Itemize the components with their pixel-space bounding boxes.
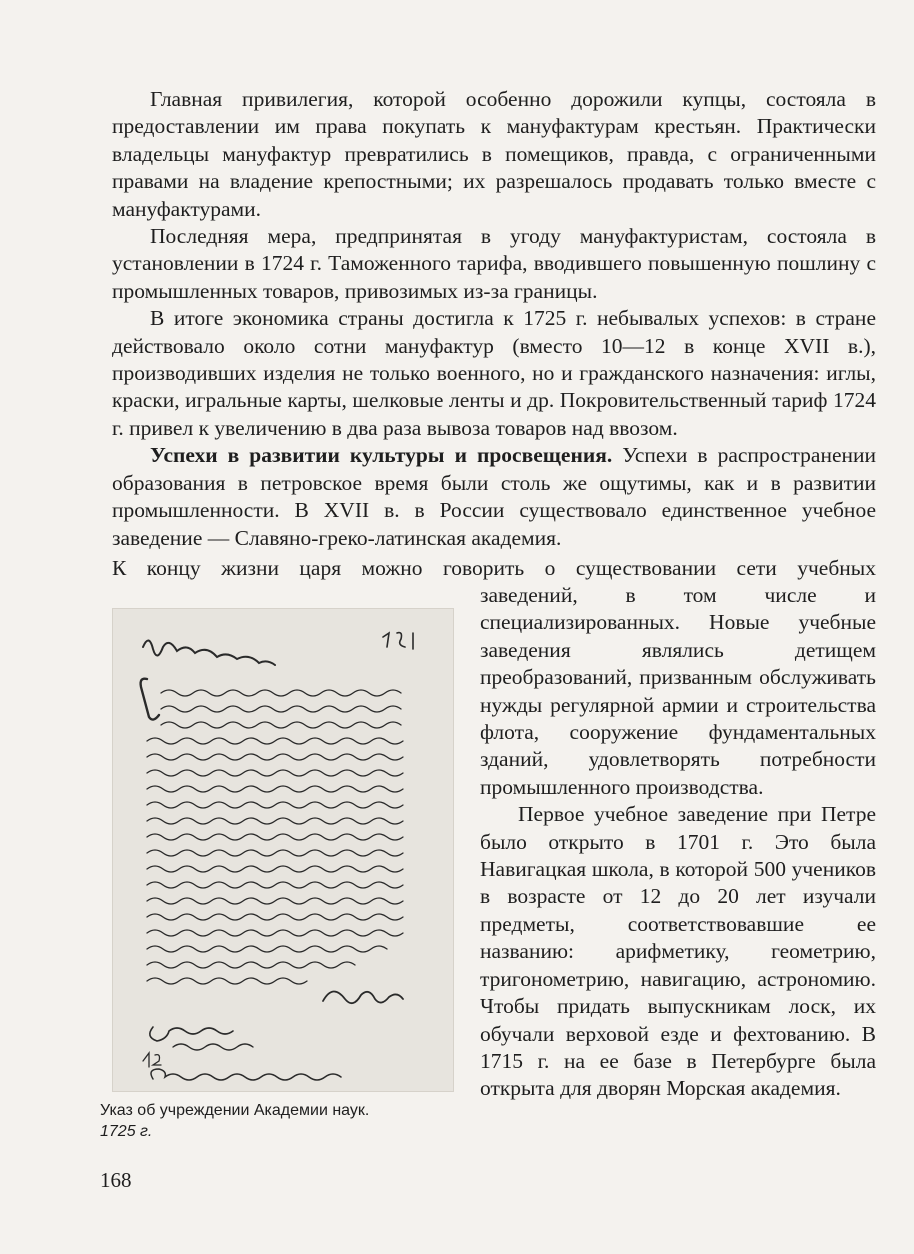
page-number: 168	[100, 1168, 132, 1192]
figure-caption	[100, 1100, 440, 1142]
paragraph-1: Главная привилегия, которой особенно дорожили купцы, состояла в предоставлении им права покупать к мануфактурам крестьян. Практически владельцы мануфактур превратились в помещиков, правда, с ограниченными правами на владение крепостными; их разрешалось продавать только вместе с мануфактурами.	[112, 87, 876, 221]
caption-text: Указ об учреждении Академии наук.	[100, 1102, 370, 1119]
paragraph-2: Последняя мера, предпринятая в угоду мануфактуристам, состояла в установлении в 1724 г. Таможенного тарифа, вводившего повышенную пошлину с промышленных товаров, привозимых из-за границы.	[112, 224, 876, 303]
wrap-continuation: заведений, в том числе и специализированных. Новые учебные заведения являлись детищем преобразований, призванным обслуживать нужды регулярной армии и строительства флота, сооружение фундаментальных зданий, удовлетворять потребности промышленного производства.	[480, 583, 876, 799]
decree-image	[112, 608, 454, 1092]
section-last-full-line: К концу жизни царя можно говорить о существовании сети учебных	[112, 556, 876, 580]
section-paragraph	[112, 442, 876, 552]
section-heading: Успехи в развитии культуры и просвещения.	[150, 443, 613, 468]
wrap-column	[480, 582, 876, 1103]
paragraph-3: В итоге экономика страны достигла к 1725 г. небывалых успехов: в стране действовало около сотни мануфактур (вместо 10—12 в конце XVII в.), производивших изделия не только военного, но и гражданского назначения: иглы, краски, игральные карты, шелковые ленты и др. Покровительственный тариф 1724 г. привел к увеличению в два раза вывоза товаров над ввозом.	[112, 306, 876, 440]
main-text	[112, 86, 876, 552]
wrap-paragraph: Первое учебное заведение при Петре было открыто в 1701 г. Это была Навигацкая школа, в которой 500 учеников в возрасте от 12 до 20 лет изучали предметы, соответствовавшие ее названию: арифметику, геометрию, тригонометрию, навигацию, астрономию. Чтобы придать выпускникам лоск, их обучали верховой езде и фехтованию. В 1715 г. на ее базе в Петербурге была открыта для дворян Морская академия.	[480, 802, 876, 1101]
caption-year: 1725 г.	[100, 1123, 153, 1140]
handwritten-decree-illustration	[113, 609, 453, 1091]
section-text: Успехи в распространении образования в петровское время были столь же ощутимы, как и в развитии промышленности. В XVII в. в России существовало единственное учебное заведение — Славяно-греко-латинская академия.	[112, 443, 877, 550]
